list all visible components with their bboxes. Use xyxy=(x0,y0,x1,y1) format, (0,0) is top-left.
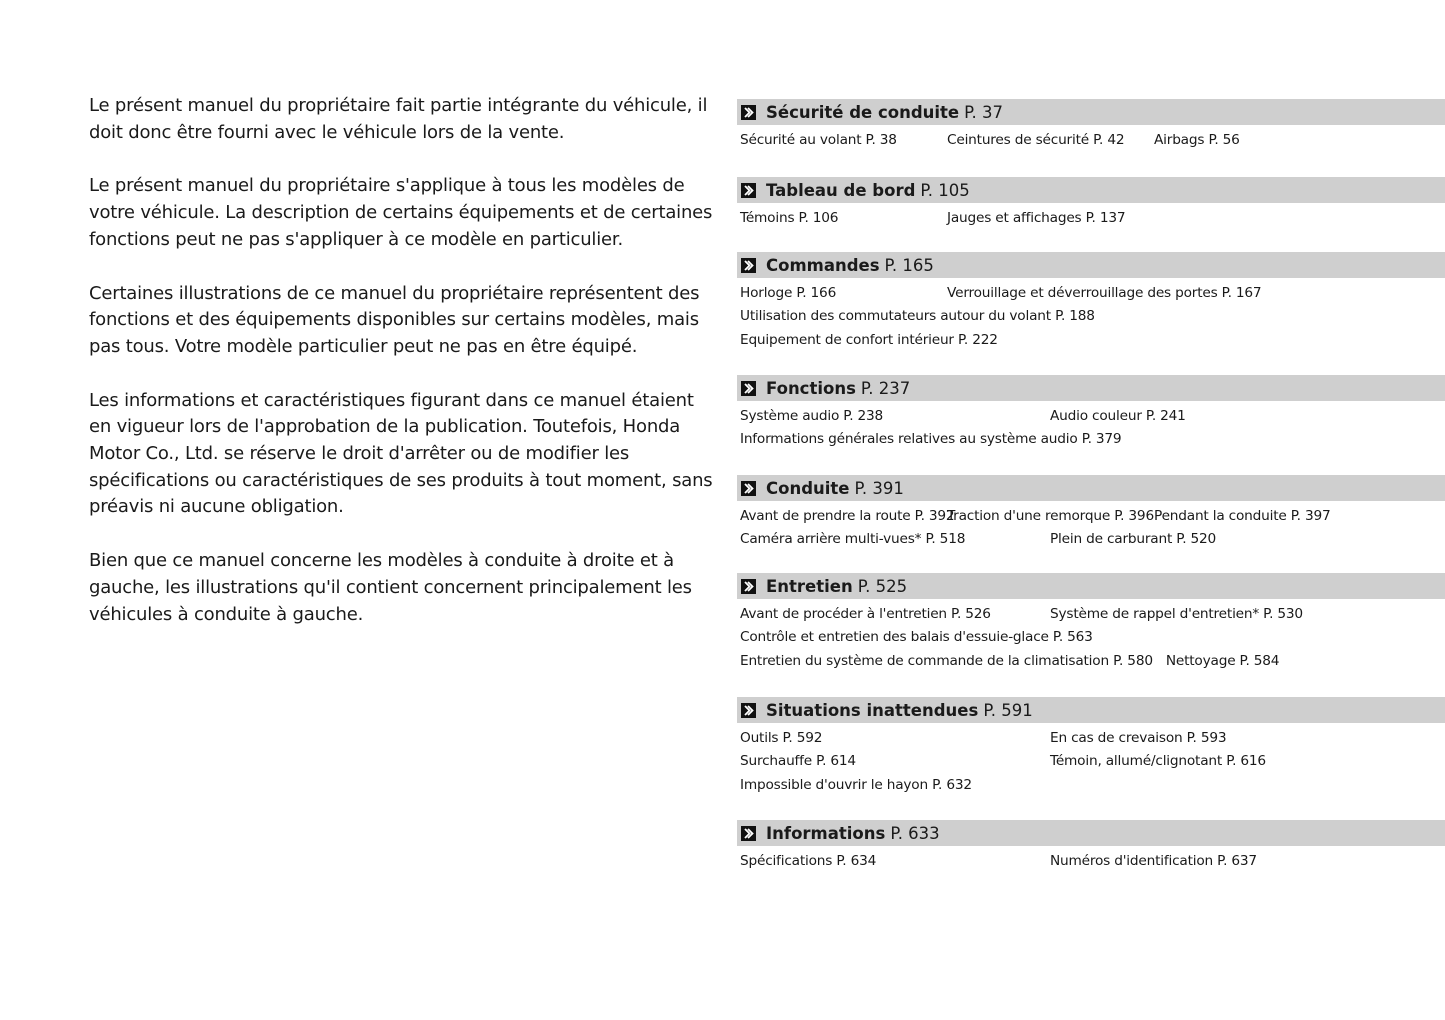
toc-link[interactable]: Informations générales relatives au système audio P. 379 xyxy=(740,431,1122,448)
section-page: P. 37 xyxy=(964,102,1003,122)
toc-link[interactable]: Sécurité au volant P. 38 xyxy=(740,131,897,148)
arrow-right-icon xyxy=(741,381,756,396)
toc-row xyxy=(740,404,1445,428)
toc-row xyxy=(740,773,1445,797)
toc-row xyxy=(740,328,1445,352)
intro-paragraph: Bien que ce manuel concerne les modèles à conduite à droite et à gauche, les illustrations qu'il contient concernent principalement les véhicules à conduite à gauche. xyxy=(89,550,692,625)
toc-row xyxy=(740,626,1445,650)
toc-link[interactable]: Impossible d'ouvrir le hayon P. 632 xyxy=(740,776,972,793)
toc-section-commandes xyxy=(737,252,1445,375)
toc-link[interactable]: Témoins P. 106 xyxy=(740,209,839,226)
arrow-right-icon xyxy=(741,481,756,496)
section-page: P. 237 xyxy=(860,378,911,398)
toc-link[interactable]: En cas de crevaison P. 593 xyxy=(1050,729,1227,746)
toc-row xyxy=(740,281,1445,305)
section-page: P. 525 xyxy=(857,576,908,596)
toc-link[interactable]: Verrouillage et déverrouillage des portes P. 167 xyxy=(947,284,1262,301)
intro-paragraph: Le présent manuel du propriétaire s'applique à tous les modèles de votre véhicule. La description de certains équipements et de certaines fonctions peut ne pas s'appliquer à ce modèle en particulier. xyxy=(89,175,713,250)
toc-link[interactable]: Outils P. 592 xyxy=(740,729,823,746)
toc-link[interactable]: Surchauffe P. 614 xyxy=(740,753,856,770)
toc-row xyxy=(740,726,1445,750)
toc-link[interactable]: Nettoyage P. 584 xyxy=(1165,652,1280,669)
toc-row xyxy=(740,206,1445,230)
intro-paragraph: Le présent manuel du propriétaire fait partie intégrante du véhicule, il doit donc être fourni avec le véhicule lors de la vente. xyxy=(89,95,708,143)
toc-link[interactable]: Système audio P. 238 xyxy=(740,407,884,424)
toc-link[interactable]: Equipement de confort intérieur P. 222 xyxy=(740,331,998,348)
toc-link[interactable]: Horloge P. 166 xyxy=(740,284,837,301)
section-title: Tableau de bord xyxy=(766,180,916,200)
arrow-right-icon xyxy=(741,258,756,273)
toc-link[interactable]: Entretien du système de commande de la climatisation P. 580 xyxy=(740,652,1153,669)
table-of-contents xyxy=(737,99,1445,880)
section-header[interactable] xyxy=(737,177,1445,203)
section-header[interactable] xyxy=(737,252,1445,278)
section-title: Conduite xyxy=(766,478,850,498)
section-title: Entretien xyxy=(766,576,853,596)
toc-section-situations-inattendues xyxy=(737,697,1445,820)
toc-link[interactable]: Airbags P. 56 xyxy=(1154,131,1240,148)
toc-link[interactable]: Ceintures de sécurité P. 42 xyxy=(947,131,1125,148)
toc-row xyxy=(740,428,1445,452)
section-page: P. 165 xyxy=(884,255,934,275)
toc-section-entretien xyxy=(737,573,1445,697)
section-header[interactable] xyxy=(737,99,1445,125)
toc-row xyxy=(740,849,1445,873)
section-title: Situations inattendues xyxy=(766,700,979,720)
section-header[interactable] xyxy=(737,820,1445,846)
section-page: P. 633 xyxy=(890,823,940,843)
section-page: P. 391 xyxy=(854,478,904,498)
toc-row xyxy=(740,649,1445,673)
arrow-right-icon xyxy=(741,703,756,718)
toc-row xyxy=(740,305,1445,329)
toc-link[interactable]: Caméra arrière multi-vues* P. 518 xyxy=(740,531,966,548)
toc-link[interactable]: Avant de prendre la route P. 392 xyxy=(740,507,955,524)
toc-link[interactable]: Témoin, allumé/clignotant P. 616 xyxy=(1050,753,1266,770)
arrow-right-icon xyxy=(741,826,756,841)
toc-link[interactable]: Contrôle et entretien des balais d'essuie-glace P. 563 xyxy=(740,629,1093,646)
toc-link[interactable]: Traction d'une remorque P. 396 xyxy=(947,507,1154,524)
section-page: P. 591 xyxy=(983,700,1033,720)
arrow-right-icon xyxy=(741,579,756,594)
toc-row xyxy=(740,504,1445,528)
section-title: Sécurité de conduite xyxy=(766,102,960,122)
section-header[interactable] xyxy=(737,475,1445,501)
section-title: Informations xyxy=(766,823,886,843)
intro-text xyxy=(89,93,719,655)
arrow-right-icon xyxy=(741,105,756,120)
toc-link[interactable]: Avant de procéder à l'entretien P. 526 xyxy=(740,605,991,622)
toc-link[interactable]: Audio couleur P. 241 xyxy=(1050,407,1186,424)
section-title: Commandes xyxy=(766,255,880,275)
toc-section-securite xyxy=(737,99,1445,177)
toc-section-informations xyxy=(737,820,1445,880)
toc-link[interactable]: Utilisation des commutateurs autour du volant P. 188 xyxy=(740,308,1095,325)
toc-link[interactable]: Pendant la conduite P. 397 xyxy=(1154,507,1331,524)
section-header[interactable] xyxy=(737,573,1445,599)
section-title: Fonctions xyxy=(766,378,856,398)
arrow-right-icon xyxy=(741,183,756,198)
section-page: P. 105 xyxy=(920,180,970,200)
section-header[interactable] xyxy=(737,697,1445,723)
toc-row xyxy=(740,128,1445,152)
toc-section-conduite xyxy=(737,475,1445,573)
toc-section-fonctions xyxy=(737,375,1445,475)
intro-paragraph: Certaines illustrations de ce manuel du propriétaire représentent des fonctions et des équipements disponibles sur certains modèles, mais pas tous. Votre modèle particulier peut ne pas en être équipé. xyxy=(89,282,700,357)
section-header[interactable] xyxy=(737,375,1445,401)
toc-section-tableau-de-bord xyxy=(737,177,1445,252)
toc-row xyxy=(740,602,1445,626)
intro-paragraph: Les informations et caractéristiques figurant dans ce manuel étaient en vigueur lors de l'approbation de la publication. Toutefois, Honda Motor Co., Ltd. se réserve le droit d'arrêter ou de modifier les spécifications ou caractéristiques de ses produits à tout moment, sans préavis ni aucune obligation. xyxy=(89,389,713,518)
toc-link[interactable]: Spécifications P. 634 xyxy=(740,852,877,869)
toc-link[interactable]: Numéros d'identification P. 637 xyxy=(1050,852,1257,869)
toc-row xyxy=(740,750,1445,774)
toc-link[interactable]: Jauges et affichages P. 137 xyxy=(947,209,1126,226)
toc-link[interactable]: Système de rappel d'entretien* P. 530 xyxy=(1050,605,1303,622)
toc-row xyxy=(740,528,1445,552)
toc-link[interactable]: Plein de carburant P. 520 xyxy=(1050,531,1217,548)
